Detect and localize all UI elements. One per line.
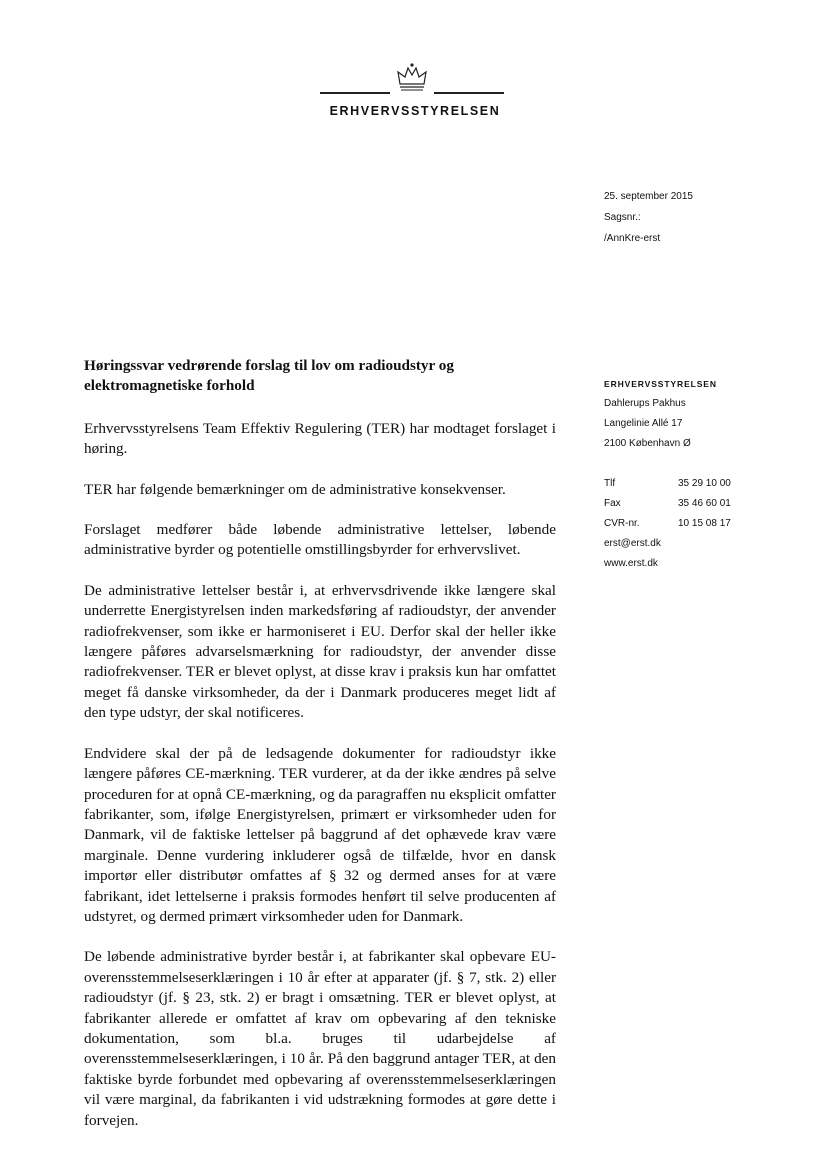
contact-list bbox=[604, 474, 731, 574]
letter-title: Høringssvar vedrørende forslag til lov om radioudstyr og elektromagnetiske forhold bbox=[84, 357, 454, 395]
header-logo bbox=[280, 62, 550, 122]
contact-cvr: CVR-nr. 10 15 08 17 bbox=[604, 518, 731, 529]
contact-fax: Fax 35 46 60 01 bbox=[604, 498, 731, 509]
address-line: Dahlerups Pakhus bbox=[604, 398, 686, 409]
contact-phone: Tlf 35 29 10 00 bbox=[604, 478, 731, 489]
logo-org-name: ERHVERVSSTYRELSEN bbox=[329, 104, 501, 118]
paragraph: De løbende administrative byrder består i, at fabrikanter skal opbevare EU-overensstemmelseserklæringen i 10 år efter at apparater (jf. § 7, stk. 2) eller radioudstyr (jf. § 23, stk. 2) er bragt i omsætning. TER er blevet oplyst, at fabrikanter allerede er omfattet af krav om opbevaring af den tekniske dokumentation, som bl.a. bruges til udarbejdelse af overensstemmelseserklæringen, i 10 år. På den baggrund antager TER, at den faktiske byrde forbundet med opbevaring af overensstemmelseserklæringen vil være marginal, da fabrikanten i vid udstrækning formodes at gøre dette i forvejen. bbox=[84, 948, 556, 1129]
crown-icon bbox=[392, 62, 432, 92]
address-line: 2100 København Ø bbox=[604, 438, 691, 449]
letter-body bbox=[84, 356, 556, 1151]
paragraph: Erhvervsstyrelsens Team Effektiv Regulering (TER) har modtaget forslaget i høring. bbox=[84, 419, 556, 458]
sidebar-org: ERHVERVSSTYRELSEN bbox=[604, 379, 717, 389]
reference: /AnnKre-erst bbox=[604, 233, 661, 244]
case-number: Sagsnr.: bbox=[604, 212, 641, 223]
paragraph: De administrative lettelser består i, at erhvervsdrivende ikke længere skal underrette Energistyrelsen inden markedsføring af radioudstyr, der anvender radiofrekvenser, som ikke er harmoniseret i EU. Derfor skal der heller ikke længere påføres advarselsmærkning for radioudstyr, der anvender disse radiofrekvenser. TER er blevet oplyst, at disse krav i praksis kun har omfattet meget få danske virksomheder, da der i Danmark produceres meget lidt af den type udstyr, der skal notificeres. bbox=[84, 581, 556, 722]
document-date: 25. september 2015 bbox=[604, 191, 693, 202]
paragraph: TER har følgende bemærkninger om de administrative konsekvenser. bbox=[84, 480, 506, 498]
sender-info bbox=[604, 374, 731, 574]
contact-email[interactable]: erst@erst.dk bbox=[604, 538, 661, 549]
contact-web[interactable]: www.erst.dk bbox=[604, 558, 658, 569]
logo-rule-right bbox=[434, 92, 504, 94]
paragraph: Endvidere skal der på de ledsagende dokumenter for radioudstyr ikke længere påføres CE-mærkning. TER vurderer, at da der ikke ændres på selve proceduren for at opnå CE-mærkning, og da paragraffen nu eksplicit omfatter fabrikanter, som, ifølge Energistyrelsen, primært er virksomheder uden for Danmark, vil de faktiske lettelser på baggrund af det ophævede krav være marginale. Denne vurdering inkluderer også de tilfælde, hvor en dansk importør eller distributør omfattes af § 32 og dermed anses for at være fabrikant, idet lettelserne i praksis formodes henført til selve producenten af udstyret, og dermed primært virksomheder uden for Danmark. bbox=[84, 744, 556, 925]
address-line: Langelinie Allé 17 bbox=[604, 418, 683, 429]
document-meta bbox=[604, 186, 693, 249]
paragraph: Forslaget medfører både løbende administrative lettelser, løbende administrative byrder og potentielle omstillingsbyrder for erhvervslivet. bbox=[84, 521, 556, 559]
logo-rule-left bbox=[320, 92, 390, 94]
